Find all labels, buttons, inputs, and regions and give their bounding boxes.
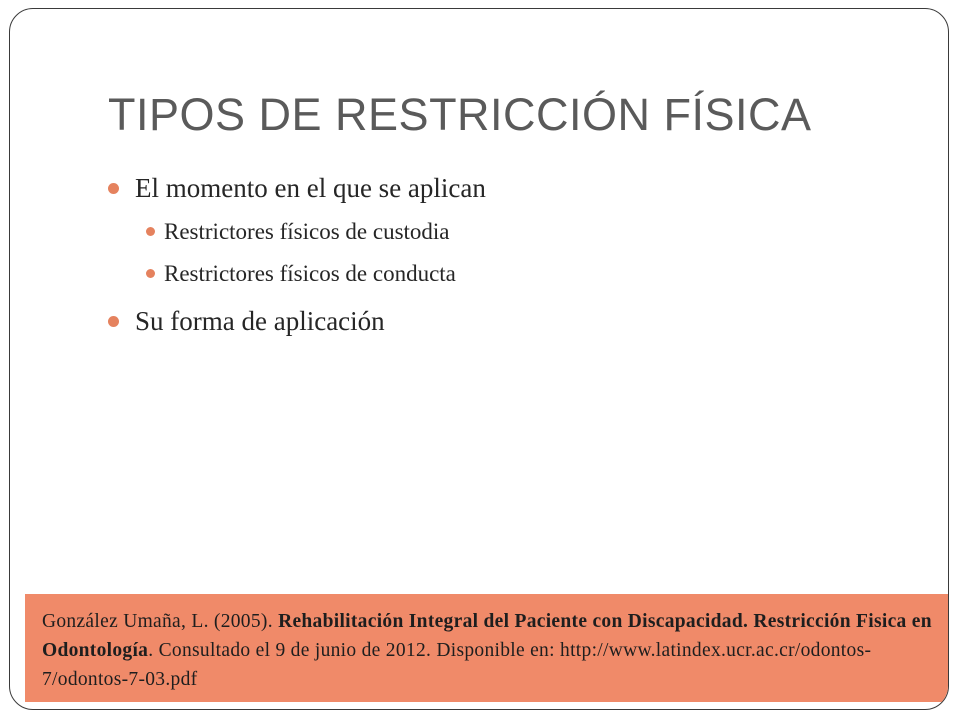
citation-author-year: González Umaña, L. (2005).	[42, 611, 279, 632]
bullet-text: El momento en el que se aplican	[135, 173, 486, 203]
bullet-item-level2	[108, 257, 486, 290]
bullet-list	[108, 169, 486, 340]
bullet-dot-icon	[146, 269, 155, 278]
bullet-text: Restrictores físicos de conducta	[164, 261, 456, 286]
citation-title-part2: Restricción Fisica en Odontología	[42, 611, 932, 661]
slide-frame	[9, 8, 949, 710]
citation-consulted: . Consultado el 9 de junio de 2012. Disponible en:	[148, 640, 555, 661]
citation-box	[25, 594, 949, 702]
bullet-item-level2	[108, 215, 486, 248]
bullet-text: Su forma de aplicación	[135, 306, 385, 336]
bullet-text: Restrictores físicos de custodia	[164, 219, 450, 244]
slide-title: TIPOS DE RESTRICCIÓN FÍSICA	[108, 89, 812, 140]
bullet-item-level1	[108, 302, 486, 340]
citation-title-part1: Rehabilitación Integral del Paciente con Discapacidad.	[278, 611, 749, 632]
bullet-item-level1	[108, 169, 486, 207]
bullet-dot-icon	[146, 227, 155, 236]
bullet-dot-icon	[108, 183, 119, 194]
bullet-dot-icon	[108, 316, 119, 327]
citation-url: http://www.latindex.ucr.ac.cr/odontos-7/odontos-7-03.pdf	[42, 640, 872, 690]
